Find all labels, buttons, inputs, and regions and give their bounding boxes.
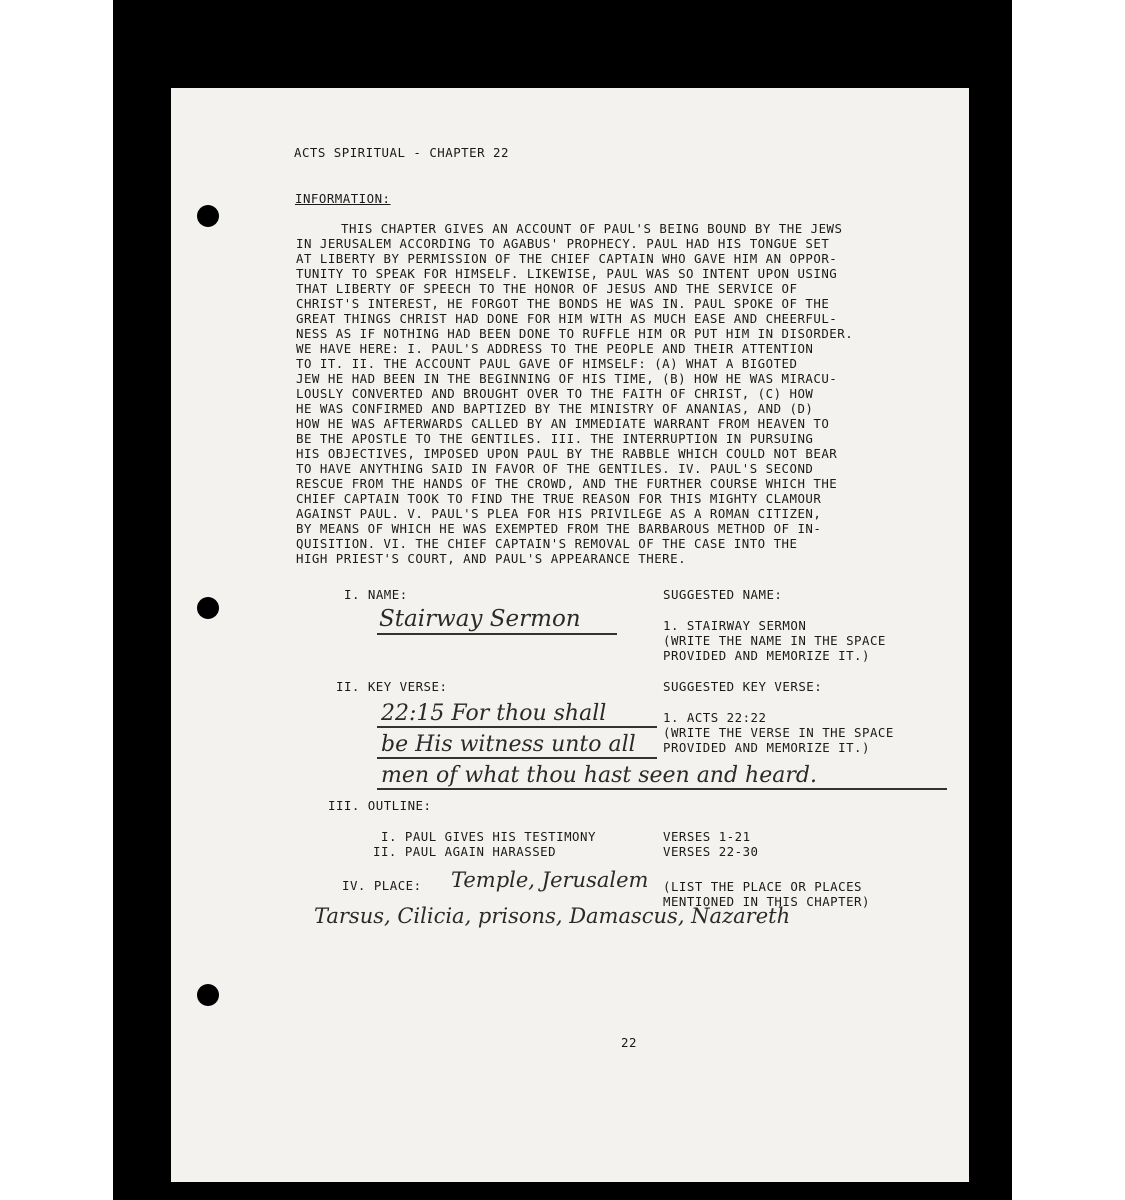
handwritten-place-line: Temple, Jerusalem bbox=[451, 868, 649, 892]
outline-item-label: I. PAUL GIVES HIS TESTIMONY bbox=[381, 829, 596, 844]
suggested-name-line: (WRITE THE NAME IN THE SPACE bbox=[663, 633, 886, 648]
information-line: THIS CHAPTER GIVES AN ACCOUNT OF PAUL'S BEING BOUND BY THE JEWS bbox=[341, 221, 843, 236]
document-page bbox=[171, 88, 969, 1182]
handwritten-key-verse-line: 22:15 For thou shall bbox=[381, 701, 607, 726]
information-line: IN JERUSALEM ACCORDING TO AGABUS' PROPHECY. PAUL HAD HIS TONGUE SET bbox=[296, 236, 830, 251]
information-line: CHRIST'S INTEREST, HE FORGOT THE BONDS HE WAS IN. PAUL SPOKE OF THE bbox=[296, 296, 830, 311]
information-line: HIS OBJECTIVES, IMPOSED UPON PAUL BY THE RABBLE WHICH COULD NOT BEAR bbox=[296, 446, 838, 461]
binder-hole-bottom bbox=[197, 984, 219, 1006]
outline-item-verses: VERSES 22-30 bbox=[663, 844, 759, 859]
information-line: JEW HE HAD BEEN IN THE BEGINNING OF HIS TIME, (B) HOW HE WAS MIRACU- bbox=[296, 371, 838, 386]
handwritten-place-line: Tarsus, Cilicia, prisons, Damascus, Nazareth bbox=[314, 904, 791, 928]
information-line: BE THE APOSTLE TO THE GENTILES. III. THE INTERRUPTION IN PURSUING bbox=[296, 431, 814, 446]
information-line: BY MEANS OF WHICH HE WAS EXEMPTED FROM THE BARBAROUS METHOD OF IN- bbox=[296, 521, 822, 536]
information-heading: INFORMATION: bbox=[295, 191, 391, 206]
information-line: RESCUE FROM THE HANDS OF THE CROWD, AND THE FURTHER COURSE WHICH THE bbox=[296, 476, 838, 491]
name-label: I. NAME: bbox=[344, 587, 408, 602]
place-instruction-line: MENTIONED IN THIS CHAPTER) bbox=[663, 894, 870, 909]
page-title: ACTS SPIRITUAL - CHAPTER 22 bbox=[294, 145, 509, 160]
information-line: THAT LIBERTY OF SPEECH TO THE HONOR OF JESUS AND THE SERVICE OF bbox=[296, 281, 798, 296]
place-label: IV. PLACE: bbox=[342, 878, 422, 893]
name-answer-line bbox=[377, 633, 617, 635]
key-verse-answer-line bbox=[377, 757, 657, 759]
information-line: TO IT. II. THE ACCOUNT PAUL GAVE OF HIMSELF: (A) WHAT A BIGOTED bbox=[296, 356, 798, 371]
page-number: 22 bbox=[621, 1035, 637, 1050]
information-line: AT LIBERTY BY PERMISSION OF THE CHIEF CAPTAIN WHO GAVE HIM AN OPPOR- bbox=[296, 251, 838, 266]
suggested-name-line: PROVIDED AND MEMORIZE IT.) bbox=[663, 648, 870, 663]
binder-hole-middle bbox=[197, 597, 219, 619]
information-line: NESS AS IF NOTHING HAD BEEN DONE TO RUFFLE HIM OR PUT HIM IN DISORDER. bbox=[296, 326, 854, 341]
key-verse-label: II. KEY VERSE: bbox=[336, 679, 448, 694]
information-line: GREAT THINGS CHRIST HAD DONE FOR HIM WITH AS MUCH EASE AND CHEERFUL- bbox=[296, 311, 838, 326]
outline-item-label: II. PAUL AGAIN HARASSED bbox=[373, 844, 557, 859]
information-line: CHIEF CAPTAIN TOOK TO FIND THE TRUE REASON FOR THIS MIGHTY CLAMOUR bbox=[296, 491, 822, 506]
outline-label: III. OUTLINE: bbox=[328, 798, 432, 813]
information-line: AGAINST PAUL. V. PAUL'S PLEA FOR HIS PRIVILEGE AS A ROMAN CITIZEN, bbox=[296, 506, 822, 521]
handwritten-key-verse-line: men of what thou hast seen and heard. bbox=[381, 763, 817, 788]
suggested-name-label: SUGGESTED NAME: bbox=[663, 587, 783, 602]
information-line: WE HAVE HERE: I. PAUL'S ADDRESS TO THE PEOPLE AND THEIR ATTENTION bbox=[296, 341, 814, 356]
outline-item-verses: VERSES 1-21 bbox=[663, 829, 751, 844]
information-line: HOW HE WAS AFTERWARDS CALLED BY AN IMMEDIATE WARRANT FROM HEAVEN TO bbox=[296, 416, 830, 431]
key-verse-answer-line bbox=[377, 726, 657, 728]
place-instruction-line: (LIST THE PLACE OR PLACES bbox=[663, 879, 862, 894]
information-line: HE WAS CONFIRMED AND BAPTIZED BY THE MINISTRY OF ANANIAS, AND (D) bbox=[296, 401, 814, 416]
information-line: QUISITION. VI. THE CHIEF CAPTAIN'S REMOVAL OF THE CASE INTO THE bbox=[296, 536, 798, 551]
suggested-key-verse-line: (WRITE THE VERSE IN THE SPACE bbox=[663, 725, 894, 740]
handwritten-key-verse-line: be His witness unto all bbox=[381, 732, 636, 757]
suggested-key-verse-line: 1. ACTS 22:22 bbox=[663, 710, 767, 725]
suggested-name-line: 1. STAIRWAY SERMON bbox=[663, 618, 807, 633]
information-line: TO HAVE ANYTHING SAID IN FAVOR OF THE GENTILES. IV. PAUL'S SECOND bbox=[296, 461, 814, 476]
information-line: TUNITY TO SPEAK FOR HIMSELF. LIKEWISE, PAUL WAS SO INTENT UPON USING bbox=[296, 266, 838, 281]
information-line: HIGH PRIEST'S COURT, AND PAUL'S APPEARANCE THERE. bbox=[296, 551, 687, 566]
key-verse-answer-line bbox=[377, 788, 947, 790]
binder-hole-top bbox=[197, 205, 219, 227]
handwritten-name: Stairway Sermon bbox=[379, 606, 581, 632]
information-line: LOUSLY CONVERTED AND BROUGHT OVER TO THE FAITH OF CHRIST, (C) HOW bbox=[296, 386, 814, 401]
suggested-key-verse-label: SUGGESTED KEY VERSE: bbox=[663, 679, 823, 694]
suggested-key-verse-line: PROVIDED AND MEMORIZE IT.) bbox=[663, 740, 870, 755]
